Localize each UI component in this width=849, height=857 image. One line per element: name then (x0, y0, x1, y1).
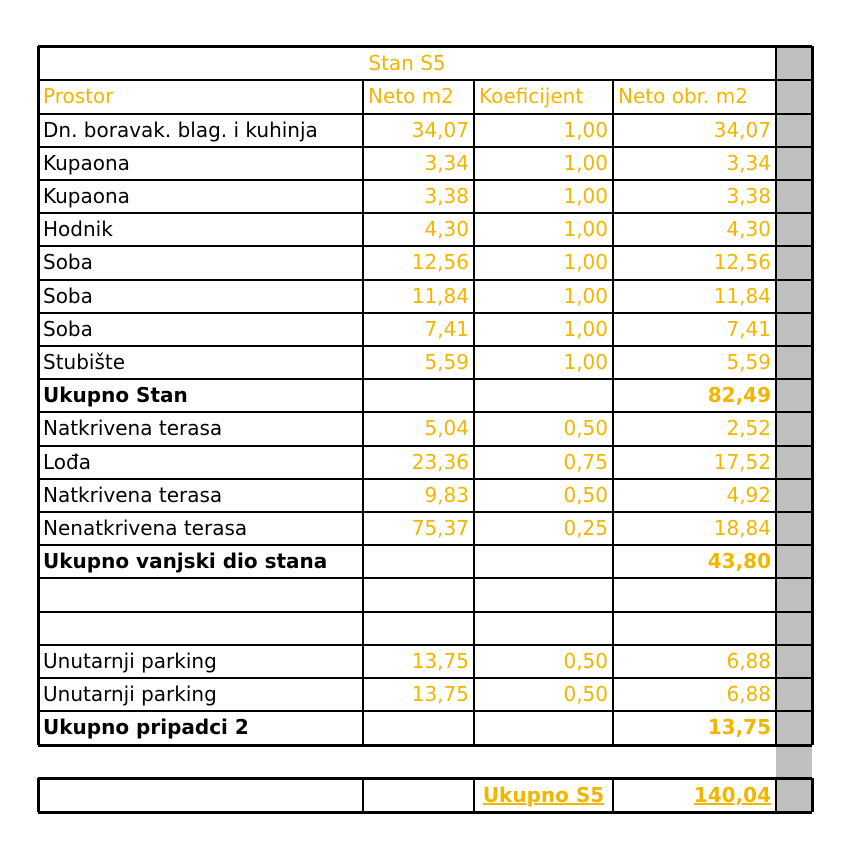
neto-cell[interactable] (363, 711, 474, 744)
koef-cell[interactable] (474, 379, 613, 412)
column-header[interactable]: Prostor (43, 84, 114, 108)
grid-line (362, 80, 364, 745)
grid-line (473, 80, 475, 745)
room-name-cell[interactable]: Ukupno Stan (43, 383, 188, 408)
koef-cell[interactable] (474, 612, 613, 645)
obr-cell[interactable]: 43,80 (707, 549, 771, 574)
neto-cell[interactable]: 5,59 (424, 349, 469, 374)
room-name-cell[interactable]: Kupaona (43, 183, 130, 208)
column-header[interactable]: Neto obr. m2 (618, 84, 748, 108)
grid-line (612, 80, 614, 745)
neto-cell[interactable]: 34,07 (411, 117, 469, 142)
room-name-cell[interactable]: Natkrivena terasa (43, 416, 223, 441)
room-name-cell[interactable]: Soba (43, 283, 93, 308)
obr-cell[interactable]: 18,84 (713, 515, 771, 540)
koef-cell[interactable]: 0,50 (563, 482, 608, 507)
obr-cell[interactable]: 82,49 (707, 383, 771, 408)
room-name-cell[interactable]: Lođa (43, 449, 91, 474)
obr-cell[interactable]: 7,41 (726, 316, 771, 341)
koef-cell[interactable]: 0,50 (563, 416, 608, 441)
neto-cell[interactable]: 12,56 (411, 250, 469, 275)
room-name-cell[interactable]: Soba (43, 316, 93, 341)
obr-cell[interactable]: 5,59 (726, 349, 771, 374)
obr-cell[interactable]: 12,56 (713, 250, 771, 275)
room-name-cell[interactable]: Stubište (43, 349, 126, 374)
total-label[interactable]: Ukupno S5 (482, 783, 605, 807)
room-name-cell[interactable]: Soba (43, 250, 93, 275)
neto-cell[interactable]: 75,37 (411, 515, 469, 540)
neto-cell[interactable] (363, 545, 474, 578)
obr-cell[interactable]: 6,88 (726, 681, 771, 706)
neto-cell[interactable]: 5,04 (424, 416, 469, 441)
obr-cell[interactable]: 11,84 (713, 283, 771, 308)
grid-line (38, 445, 812, 447)
room-name-cell[interactable]: Kupaona (43, 150, 130, 175)
neto-cell[interactable]: 13,75 (411, 681, 469, 706)
grid-line (38, 744, 812, 747)
grid-line (38, 411, 812, 413)
grid-line (38, 544, 812, 546)
koef-cell[interactable] (474, 545, 613, 578)
obr-cell[interactable]: 13,75 (707, 715, 771, 740)
column-header[interactable]: Koeficijent (479, 84, 584, 108)
grid-line (38, 179, 812, 181)
grid-line (38, 146, 812, 148)
obr-cell[interactable]: 4,30 (726, 217, 771, 242)
obr-cell[interactable]: 3,38 (726, 183, 771, 208)
neto-cell[interactable]: 3,38 (424, 183, 469, 208)
obr-cell[interactable]: 4,92 (726, 482, 771, 507)
koef-cell[interactable]: 0,75 (563, 449, 608, 474)
koef-cell[interactable]: 1,00 (563, 150, 608, 175)
room-name-cell[interactable] (38, 578, 363, 611)
grid-line (38, 478, 812, 480)
total-value[interactable]: 140,04 (693, 783, 771, 807)
neto-cell[interactable] (363, 578, 474, 611)
koef-cell[interactable] (474, 711, 613, 744)
neto-cell[interactable]: 11,84 (411, 283, 469, 308)
grid-line (38, 279, 812, 281)
koef-cell[interactable]: 1,00 (563, 349, 608, 374)
room-name-cell[interactable] (38, 612, 363, 645)
neto-cell[interactable]: 4,30 (424, 217, 469, 242)
gray-spacer (776, 745, 812, 778)
grid-line (775, 778, 777, 812)
grid-line (811, 46, 814, 745)
koef-cell[interactable]: 1,00 (563, 283, 608, 308)
koef-cell[interactable]: 0,50 (563, 648, 608, 673)
room-name-cell[interactable]: Unutarnji parking (43, 681, 217, 706)
grid-line (38, 577, 812, 579)
room-name-cell[interactable]: Unutarnji parking (43, 648, 217, 673)
room-name-cell[interactable]: Natkrivena terasa (43, 482, 223, 507)
obr-cell[interactable]: 3,34 (726, 150, 771, 175)
grid-line (38, 611, 812, 613)
grid-line (38, 710, 812, 712)
obr-cell[interactable]: 6,88 (726, 648, 771, 673)
grid-line (811, 778, 814, 812)
grid-line (38, 378, 812, 380)
grid-line (38, 245, 812, 247)
grid-line (473, 778, 475, 812)
koef-cell[interactable]: 1,00 (563, 117, 608, 142)
grid-line (612, 778, 614, 812)
grid-line (37, 778, 40, 812)
grid-line (38, 312, 812, 314)
gray-total (776, 778, 812, 812)
room-name-cell[interactable]: Ukupno pripadci 2 (43, 715, 249, 740)
koef-cell[interactable]: 1,00 (563, 217, 608, 242)
column-header[interactable]: Neto m2 (368, 84, 454, 108)
grid-line (38, 811, 812, 814)
koef-cell[interactable]: 0,25 (563, 515, 608, 540)
neto-cell[interactable]: 3,34 (424, 150, 469, 175)
grid-line (37, 46, 40, 745)
koef-cell[interactable]: 1,00 (563, 316, 608, 341)
neto-cell[interactable]: 23,36 (411, 449, 469, 474)
koef-cell[interactable]: 1,00 (563, 250, 608, 275)
grid-line (38, 79, 812, 81)
neto-cell[interactable]: 13,75 (411, 648, 469, 673)
gray-column (776, 46, 812, 745)
grid-line (38, 511, 812, 513)
grid-line (38, 345, 812, 347)
neto-cell[interactable] (363, 379, 474, 412)
obr-cell[interactable]: 17,52 (713, 449, 771, 474)
grid-line (38, 212, 812, 214)
grid-line (38, 45, 812, 48)
neto-cell[interactable]: 7,41 (424, 316, 469, 341)
koef-cell[interactable]: 0,50 (563, 681, 608, 706)
obr-cell[interactable]: 34,07 (713, 117, 771, 142)
grid-line (775, 46, 777, 745)
room-name-cell[interactable]: Nenatkrivena terasa (43, 515, 248, 540)
koef-cell[interactable]: 1,00 (563, 183, 608, 208)
obr-cell[interactable] (613, 578, 776, 611)
koef-cell[interactable] (474, 578, 613, 611)
room-name-cell[interactable]: Dn. boravak. blag. i kuhinja (43, 117, 318, 142)
sheet-title[interactable]: Stan S5 (368, 51, 446, 75)
neto-cell[interactable] (363, 612, 474, 645)
neto-cell[interactable]: 9,83 (424, 482, 469, 507)
grid-line (38, 113, 812, 115)
room-name-cell[interactable]: Hodnik (43, 217, 113, 242)
grid-line (38, 777, 812, 780)
grid-line (38, 644, 812, 646)
obr-cell[interactable]: 2,52 (726, 416, 771, 441)
grid-line (362, 778, 364, 812)
grid-line (38, 677, 812, 679)
room-name-cell[interactable]: Ukupno vanjski dio stana (43, 549, 328, 574)
obr-cell[interactable] (613, 612, 776, 645)
